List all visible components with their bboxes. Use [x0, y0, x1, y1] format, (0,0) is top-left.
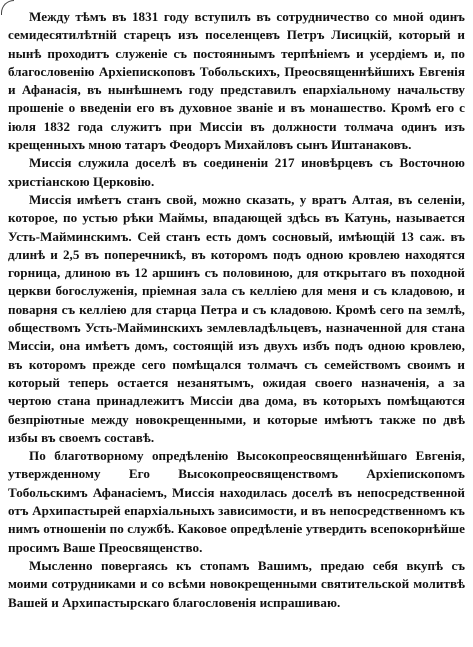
paragraph-3: Миссія имѣетъ станъ свой, можно сказать, у вратъ Алтая, въ селеніи, которое, по устью рѣки Маймы, впадающей здѣсь въ Катунь, называется Усть-Майминскимъ. Сей станъ есть домъ сосновый, имѣющій 13 саж. въ длинѣ и 2,5 въ поперечникѣ, въ которомъ подъ одною кровлею находятся горница, длиною въ 12 аршинъ съ половиною, для открытаго въ походной церкви богослуженія, пріемная зала съ келліею для меня и съ кладовою, и поварня съ келліею для старца Петра и съ кладовою. Кромѣ сего па землѣ, обществомъ Усть-Майминскихъ землевладѣльцевъ, назначенной для стана Миссіи, она имѣетъ домъ, состоящій изъ двухъ избъ подъ одною кровлею, въ которомъ прежде сего помѣщался толмачъ съ семействомъ своимъ и который теперь остается незанятымъ, ожидая своего назначенія, а за чертою стана принадлежитъ Миссіи два дома, въ которыхъ помѣщаются безпріютные между новокрещенными, и которые имѣютъ также по двѣ избы въ своемъ составѣ.: [8, 191, 465, 445]
paragraph-1: Между тѣмъ въ 1831 году вступилъ въ сотрудничество со мной одинъ семидесятилѣтній старецъ изъ поселенцевъ Петръ Лисицкій, который и нынѣ проходитъ служеніе съ постояннымъ терпѣніемъ и усердіемъ и, по благословенію Архіепископовъ Тобольскихъ, Преосвященнѣйшихъ Евгенія и Афанасія, въ нынѣшнемъ году представилъ епархіальному начальству прошеніе о введеніи его въ духовное званіе и въ монашество. Кромѣ его с іюля 1832 года служитъ при Миссіи въ должности толмача одинъ изъ крещенныхъ мною татаръ Феодоръ Михайловъ сынъ Иштанаковъ.: [8, 9, 465, 153]
paragraph-5: Мысленно повергаясь къ стопамъ Вашимъ, предаю себя вкупѣ съ моими сотрудниками и со всѣми новокрещенными святительской молитвѣ Вашей и Архипастырскаго благословенія испрашиваю.: [8, 557, 465, 610]
paragraph-2: Миссія служила доселѣ въ соединеніи 217 иновѣрцевъ съ Восточною христіанскою Церковію.: [8, 155, 465, 189]
paragraph-4: По благотворному опредѣленію Высокопреосвященнѣйшаго Евгенія, утвержденному Его Высокопреосвященствомъ Архіепископомъ Тобольскимъ Афанасіемъ, Миссія находилась доселѣ въ непосредственной отъ Архипастырей епархіальныхъ зависимости, и въ непосредственномъ къ нимъ отношеніи по службѣ. Каковое опредѣленіе утвердить всепокорнѣйше просимъ Ваше Преосвященство.: [8, 448, 465, 555]
page-corner-mark: [1, 0, 14, 15]
